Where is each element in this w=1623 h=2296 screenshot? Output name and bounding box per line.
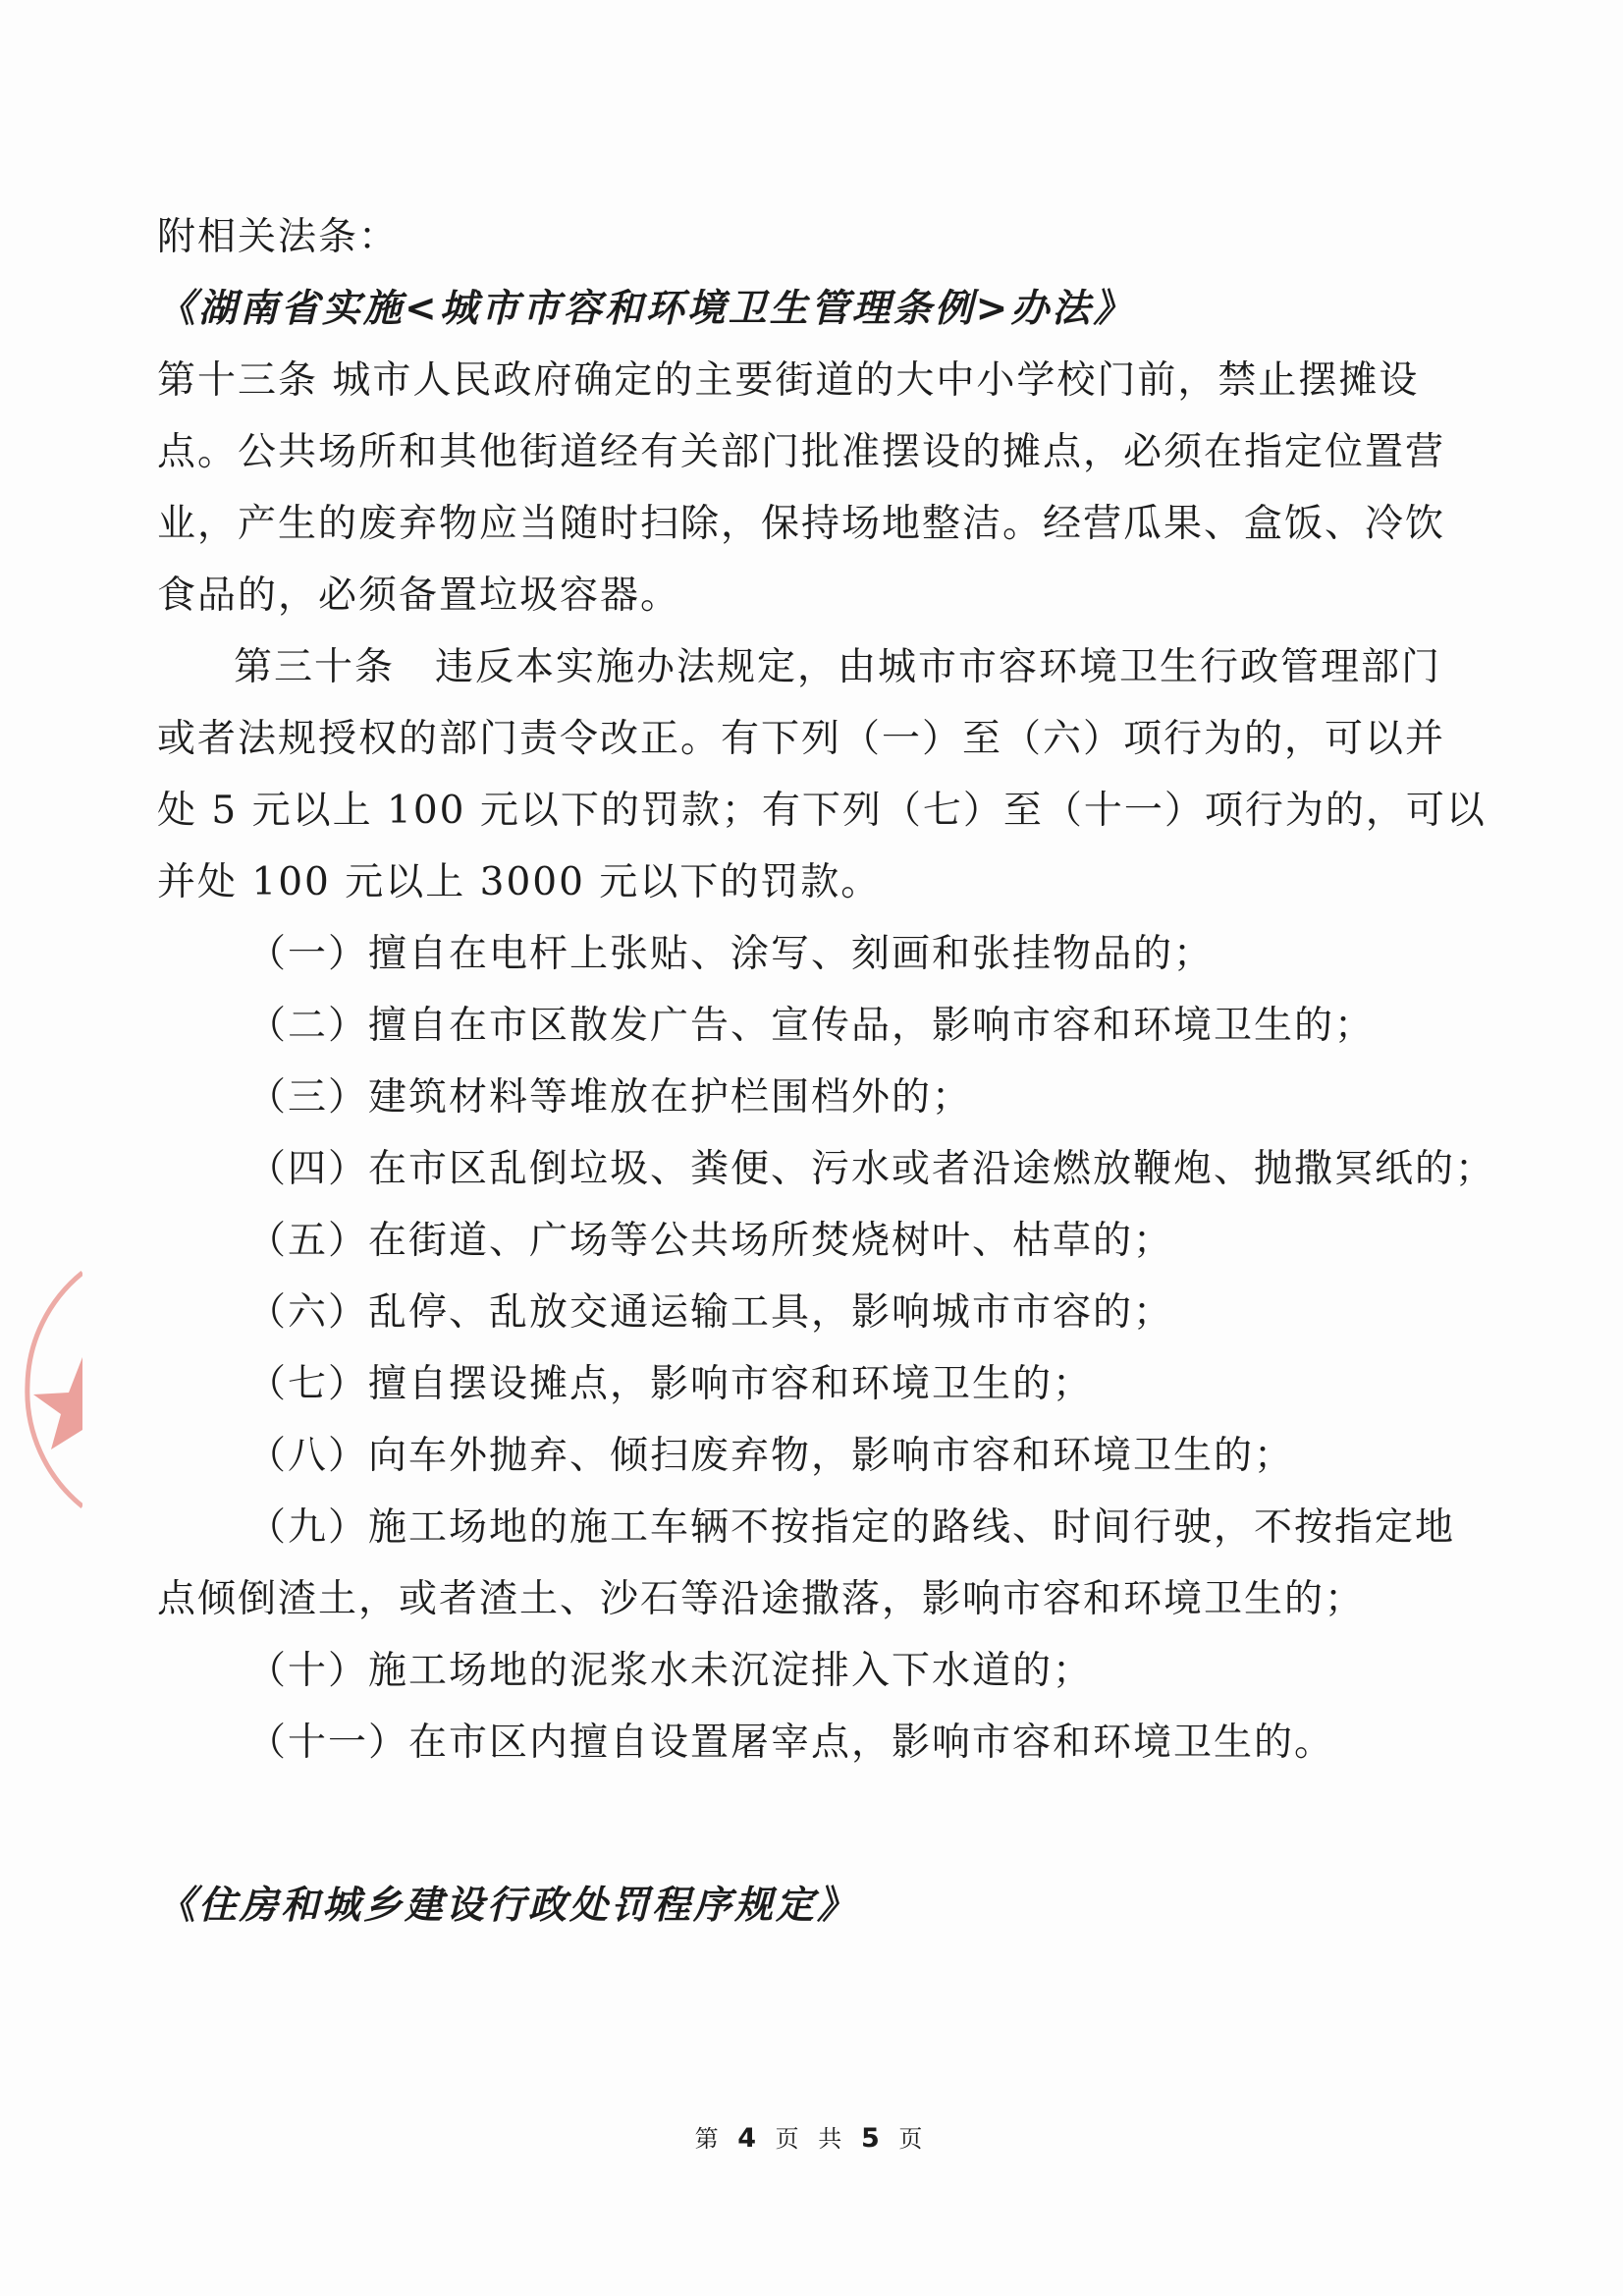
list-item: （十一）在市区内擅自设置屠宰点，影响市容和环境卫生的。 xyxy=(247,1721,1335,1765)
list-item: （三）建筑材料等堆放在护栏围档外的； xyxy=(247,1075,973,1120)
article-13-line: 点。公共场所和其他街道经有关部门批准摆设的摊点，必须在指定位置营 xyxy=(157,430,1446,474)
list-item-continuation: 点倾倒渣土，或者渣土、沙石等沿途撒落，影响市容和环境卫生的； xyxy=(157,1577,1366,1621)
list-item: （一）擅自在电杆上张贴、涂写、刻画和张挂物品的； xyxy=(247,932,1215,976)
list-item: （十）施工场地的泥浆水未沉淀排入下水道的； xyxy=(247,1649,1094,1693)
article-13-line: 业，产生的废弃物应当随时扫除，保持场地整洁。经营瓜果、盒饭、冷饮 xyxy=(157,502,1446,546)
article-13-line: 食品的，必须备置垃圾容器。 xyxy=(157,574,681,618)
article-30-line: 或者法规授权的部门责令改正。有下列（一）至（六）项行为的，可以并 xyxy=(157,717,1446,761)
article-13-line: 第十三条 城市人民政府确定的主要街道的大中小学校门前，禁止摆摊设 xyxy=(157,358,1420,403)
document-body xyxy=(157,201,1496,1941)
list-item: （六）乱停、乱放交通运输工具，影响城市市容的； xyxy=(247,1290,1174,1335)
total-page-number: 5 xyxy=(860,2123,886,2154)
footer-middle: 页 共 xyxy=(775,2125,848,2153)
article-30-line: 处 5 元以上 100 元以下的罚款；有下列（七）至（十一）项行为的，可以 xyxy=(157,789,1487,833)
blank-line xyxy=(157,1778,1384,1850)
footer-prefix: 第 xyxy=(694,2125,725,2153)
list-item: （二）擅自在市区散发广告、宣传品，影响市容和环境卫生的； xyxy=(247,1004,1376,1048)
list-item: （八）向车外抛弃、倾扫废弃物，影响市容和环境卫生的； xyxy=(247,1434,1295,1478)
list-item: （五）在街道、广场等公共场所焚烧树叶、枯草的； xyxy=(247,1219,1174,1263)
intro-line: 附相关法条： xyxy=(157,215,400,259)
second-title-wrap xyxy=(157,1870,1384,1941)
current-page-number: 4 xyxy=(737,2123,763,2154)
list-item: （九）施工场地的施工车辆不按指定的路线、时间行驶，不按指定地 xyxy=(247,1505,1456,1550)
footer-suffix: 页 xyxy=(898,2125,929,2153)
regulation-title: 《湖南省实施<城市市容和环境卫生管理条例>办法》 xyxy=(157,287,1135,331)
list-item: （四）在市区乱倒垃圾、粪便、污水或者沿途燃放鞭炮、抛撒冥纸的； xyxy=(247,1147,1496,1191)
article-30-line: 第三十条 违反本实施办法规定，由城市市容环境卫生行政管理部门 xyxy=(234,645,1442,689)
list-item: （七）擅自摆设摊点，影响市容和环境卫生的； xyxy=(247,1362,1094,1406)
regulation-title-2: 《住房和城乡建设行政处罚程序规定》 xyxy=(157,1884,859,1928)
red-seal-stamp xyxy=(18,1267,82,1512)
page-footer xyxy=(0,2119,1623,2154)
article-30-line: 并处 100 元以上 3000 元以下的罚款。 xyxy=(157,860,882,904)
